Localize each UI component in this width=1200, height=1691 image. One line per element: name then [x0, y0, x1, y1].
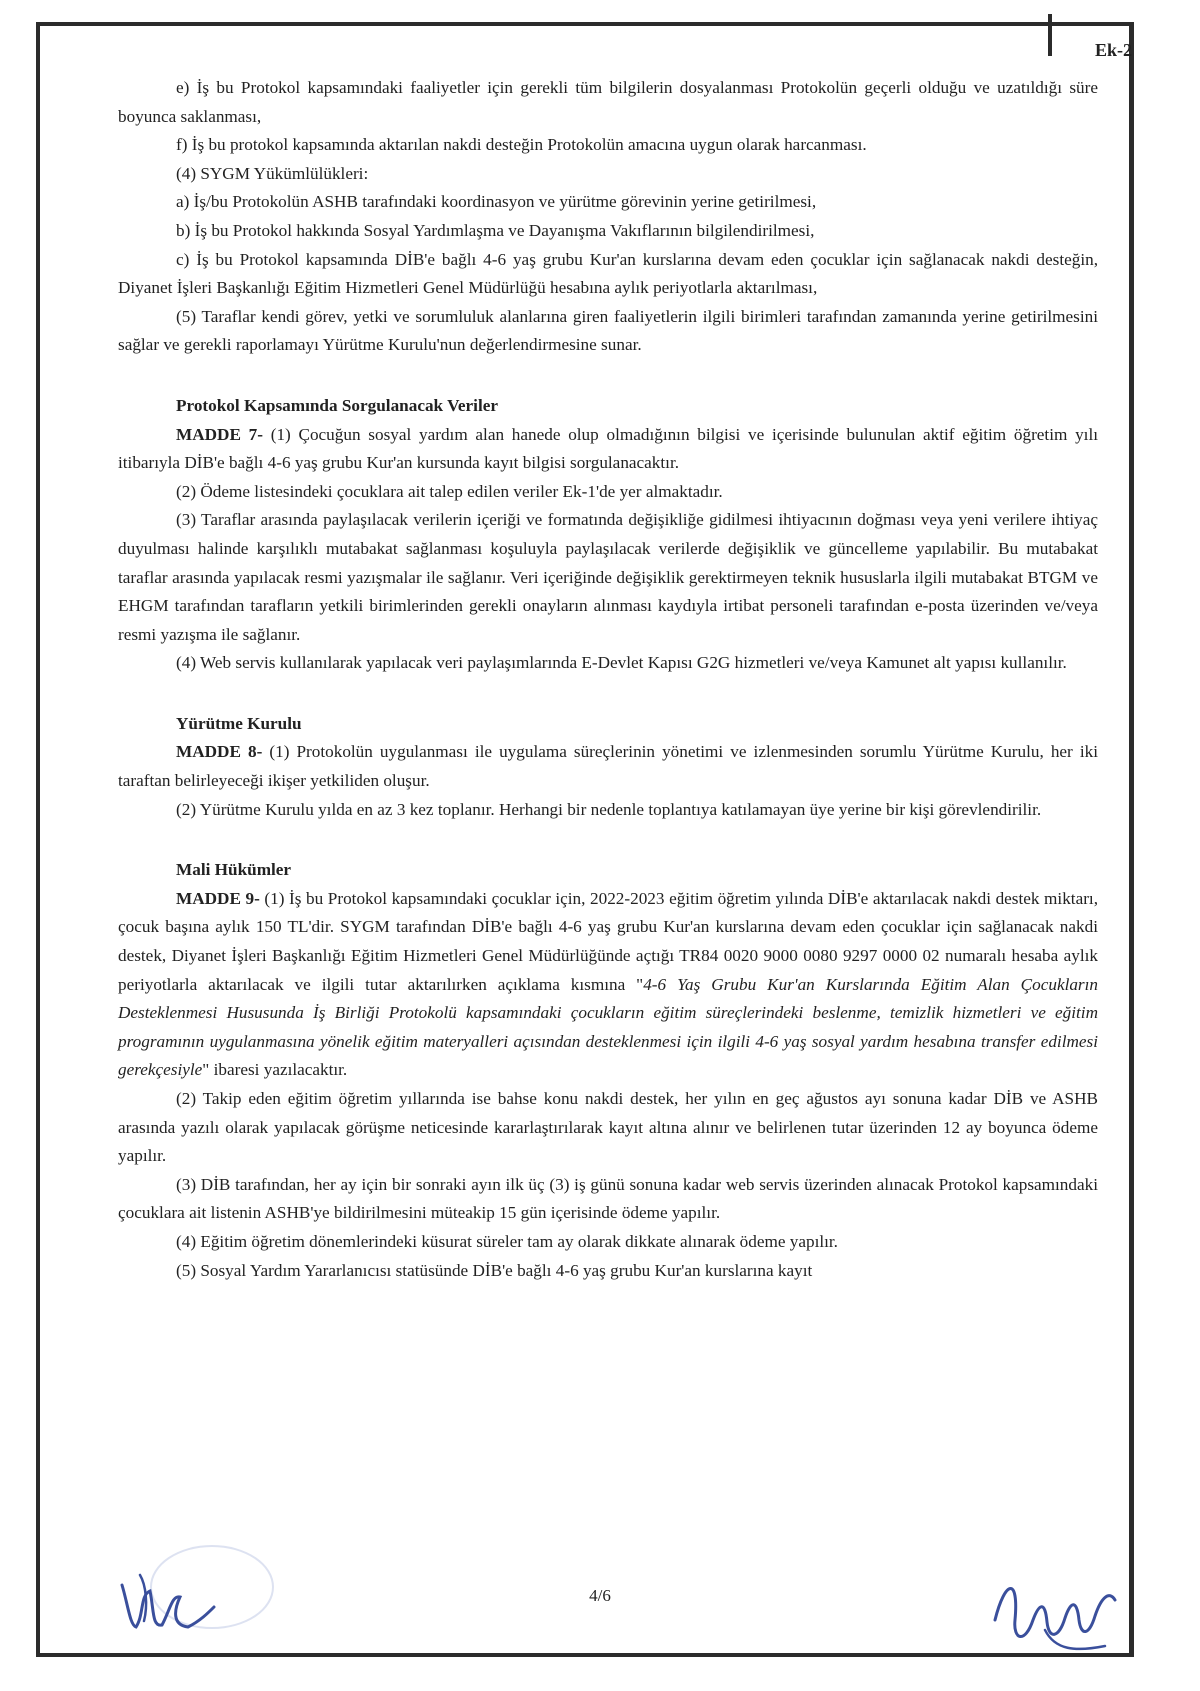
article-text: (1) Protokolün uygulanması ile uygulama süreçlerinin yönetimi ve izlenmesinden sorumlu Yürütme Kurulu, her iki taraftan belirleyeceği ikişer yetkiliden oluşur.: [118, 742, 1098, 791]
border-tick: [1048, 14, 1052, 56]
article-italic-text: 4-6 Yaş Grubu Kur'an Kurslarında Eğitim Alan Çocukların Desteklenmesi Hususunda İş Birliği Protokolü kapsamındaki çocukların eğitim süreçlerindeki beslenme, temizlik hizmetleri ve eğitim programının uygulanmasına yönelik eğitim materyalleri açısından desteklenmesi için ilgili 4-6 yaş sosyal yardım hesabına transfer edilmesi gerekçesiyle: [118, 974, 1098, 1080]
section-heading: Protokol Kapsamında Sorgulanacak Veriler: [176, 395, 498, 415]
paragraph: (4) Eğitim öğretim dönemlerindeki küsurat süreler tam ay olarak dikkate alınarak ödeme yapılır.: [176, 1231, 838, 1251]
annex-label: Ek-2: [1094, 40, 1132, 60]
article-label: MADDE 9-: [176, 888, 260, 908]
article-label: MADDE 8-: [176, 742, 263, 762]
document-body: [118, 74, 1098, 1285]
section-heading: Mali Hükümler: [176, 860, 292, 880]
paragraph: (5) Sosyal Yardım Yararlanıcısı statüsünde DİB'e bağlı 4-6 yaş grubu Kur'an kurslarına kayıt: [176, 1260, 813, 1280]
paragraph: b) İş bu Protokol hakkında Sosyal Yardımlaşma ve Dayanışma Vakıflarının bilgilendirilmesi,: [176, 220, 815, 240]
article-label: MADDE 7-: [176, 424, 263, 444]
paragraph: (5) Taraflar kendi görev, yetki ve sorumluluk alanlarına giren faaliyetlerin ilgili birimleri tarafından zamanında yerine getirilmesini sağlar ve gerekli raporlamayı Yürütme Kurulu'nun değerlendirmesine sunar.: [118, 306, 1098, 355]
article-paragraph: [118, 885, 1098, 1085]
article-paragraph: [118, 421, 1098, 478]
article-text: (1) İş bu Protokol kapsamındaki çocuklar için, 2022-2023 eğitim öğretim yılında DİB'e aktarılacak nakdi destek miktarı, çocuk başına aylık 150 TL'dir. SYGM tarafından DİB'e bağlı 4-6 yaş grubu Kur'an kurslarına devam eden çocuklar için sağlanacak nakdi destek, Diyanet İşleri Başkanlığı Eğitim Hizmetleri Genel Müdürlüğünde açtığı TR84 0020 9000 0080 9297 0000 02 numaralı hesaba aylık periyotlarla aktarılacak ve ilgili tutar aktarılırken açıklama kısmına ": [118, 888, 1098, 994]
paragraph: (2) Yürütme Kurulu yılda en az 3 kez toplanır. Herhangi bir nedenle toplantıya katılamayan üye yerine bir kişi görevlendirilir.: [176, 799, 1042, 819]
paragraph: (3) Taraflar arasında paylaşılacak verilerin içeriği ve formatında değişikliğe gidilmesi ihtiyacının doğması veya yeni verilere ihtiyaç duyulması halinde karşılıklı mutabakat sağlanması koşuluyla paylaşılacak verilerde değişiklik ve güncelleme yapılabilir. Bu mutabakat taraflar arasında yapılacak resmi yazışmalar ile sağlanır. Veri içeriğinde değişiklik gerektirmeyen teknik hususlarla ilgili mutabakat BTGM ve EHGM tarafından tarafların yetkili birimlerinden gerekli onayların alınması kaydıyla irtibat personeli tarafından e-posta üzerinden ve/veya resmi yazışma ile sağlanır.: [118, 510, 1098, 644]
paragraph: f) İş bu protokol kapsamında aktarılan nakdi desteğin Protokolün amacına uygun olarak harcanması.: [176, 135, 867, 155]
article-text: (1) Çocuğun sosyal yardım alan hanede olup olmadığının bilgisi ve içerisinde bulunulan aktif eğitim öğretim yılı itibarıyla DİB'e bağlı 4-6 yaş grubu Kur'an kursunda kayıt bilgisi sorgulanacaktır.: [118, 424, 1098, 473]
paragraph: (4) Web servis kullanılarak yapılacak veri paylaşımlarında E-Devlet Kapısı G2G hizmetleri ve/veya Kamunet alt yapısı kullanılır.: [176, 653, 1067, 673]
paragraph: (4) SYGM Yükümlülükleri:: [176, 163, 369, 183]
paragraph: e) İş bu Protokol kapsamındaki faaliyetler için gerekli tüm bilgilerin dosyalanması Protokolün geçerli olduğu ve uzatıldığı süre boyunca saklanması,: [118, 78, 1098, 126]
signature-right: [985, 1560, 1135, 1660]
article-paragraph: [118, 738, 1098, 795]
paragraph: (2) Takip eden eğitim öğretim yıllarında ise bahse konu nakdi destek, her yılın en geç ağustos ayı sonuna kadar DİB ve ASHB arasında yazılı olarak yapılacak görüşme neticesinde kararlaştırılarak kayıt altına alınır ve belirlenen tutar üzerinden 12 ay boyunca ödeme yapılır.: [118, 1089, 1098, 1166]
paragraph: c) İş bu Protokol kapsamında DİB'e bağlı 4-6 yaş grubu Kur'an kurslarına devam eden çocuklar için sağlanacak nakdi desteğin, Diyanet İşleri Başkanlığı Eğitim Hizmetleri Genel Müdürlüğü hesabına aylık periyotlarla aktarılması,: [118, 249, 1098, 298]
paragraph: (3) DİB tarafından, her ay için bir sonraki ayın ilk üç (3) iş günü sonuna kadar web servis üzerinden alınacak Protokol kapsamındaki çocuklara ait listenin ASHB'ye bildirilmesini müteakip 15 gün içerisinde ödeme yapılır.: [118, 1174, 1098, 1223]
section-heading: Yürütme Kurulu: [176, 713, 302, 733]
paragraph: (2) Ödeme listesindeki çocuklara ait talep edilen veriler Ek-1'de yer almaktadır.: [176, 481, 723, 501]
article-text-end: " ibaresi yazılacaktır.: [202, 1060, 348, 1080]
page-number: 4/6: [589, 1586, 611, 1605]
paragraph: a) İş/bu Protokolün ASHB tarafındaki koordinasyon ve yürütme görevinin yerine getirilmesi,: [176, 192, 817, 212]
